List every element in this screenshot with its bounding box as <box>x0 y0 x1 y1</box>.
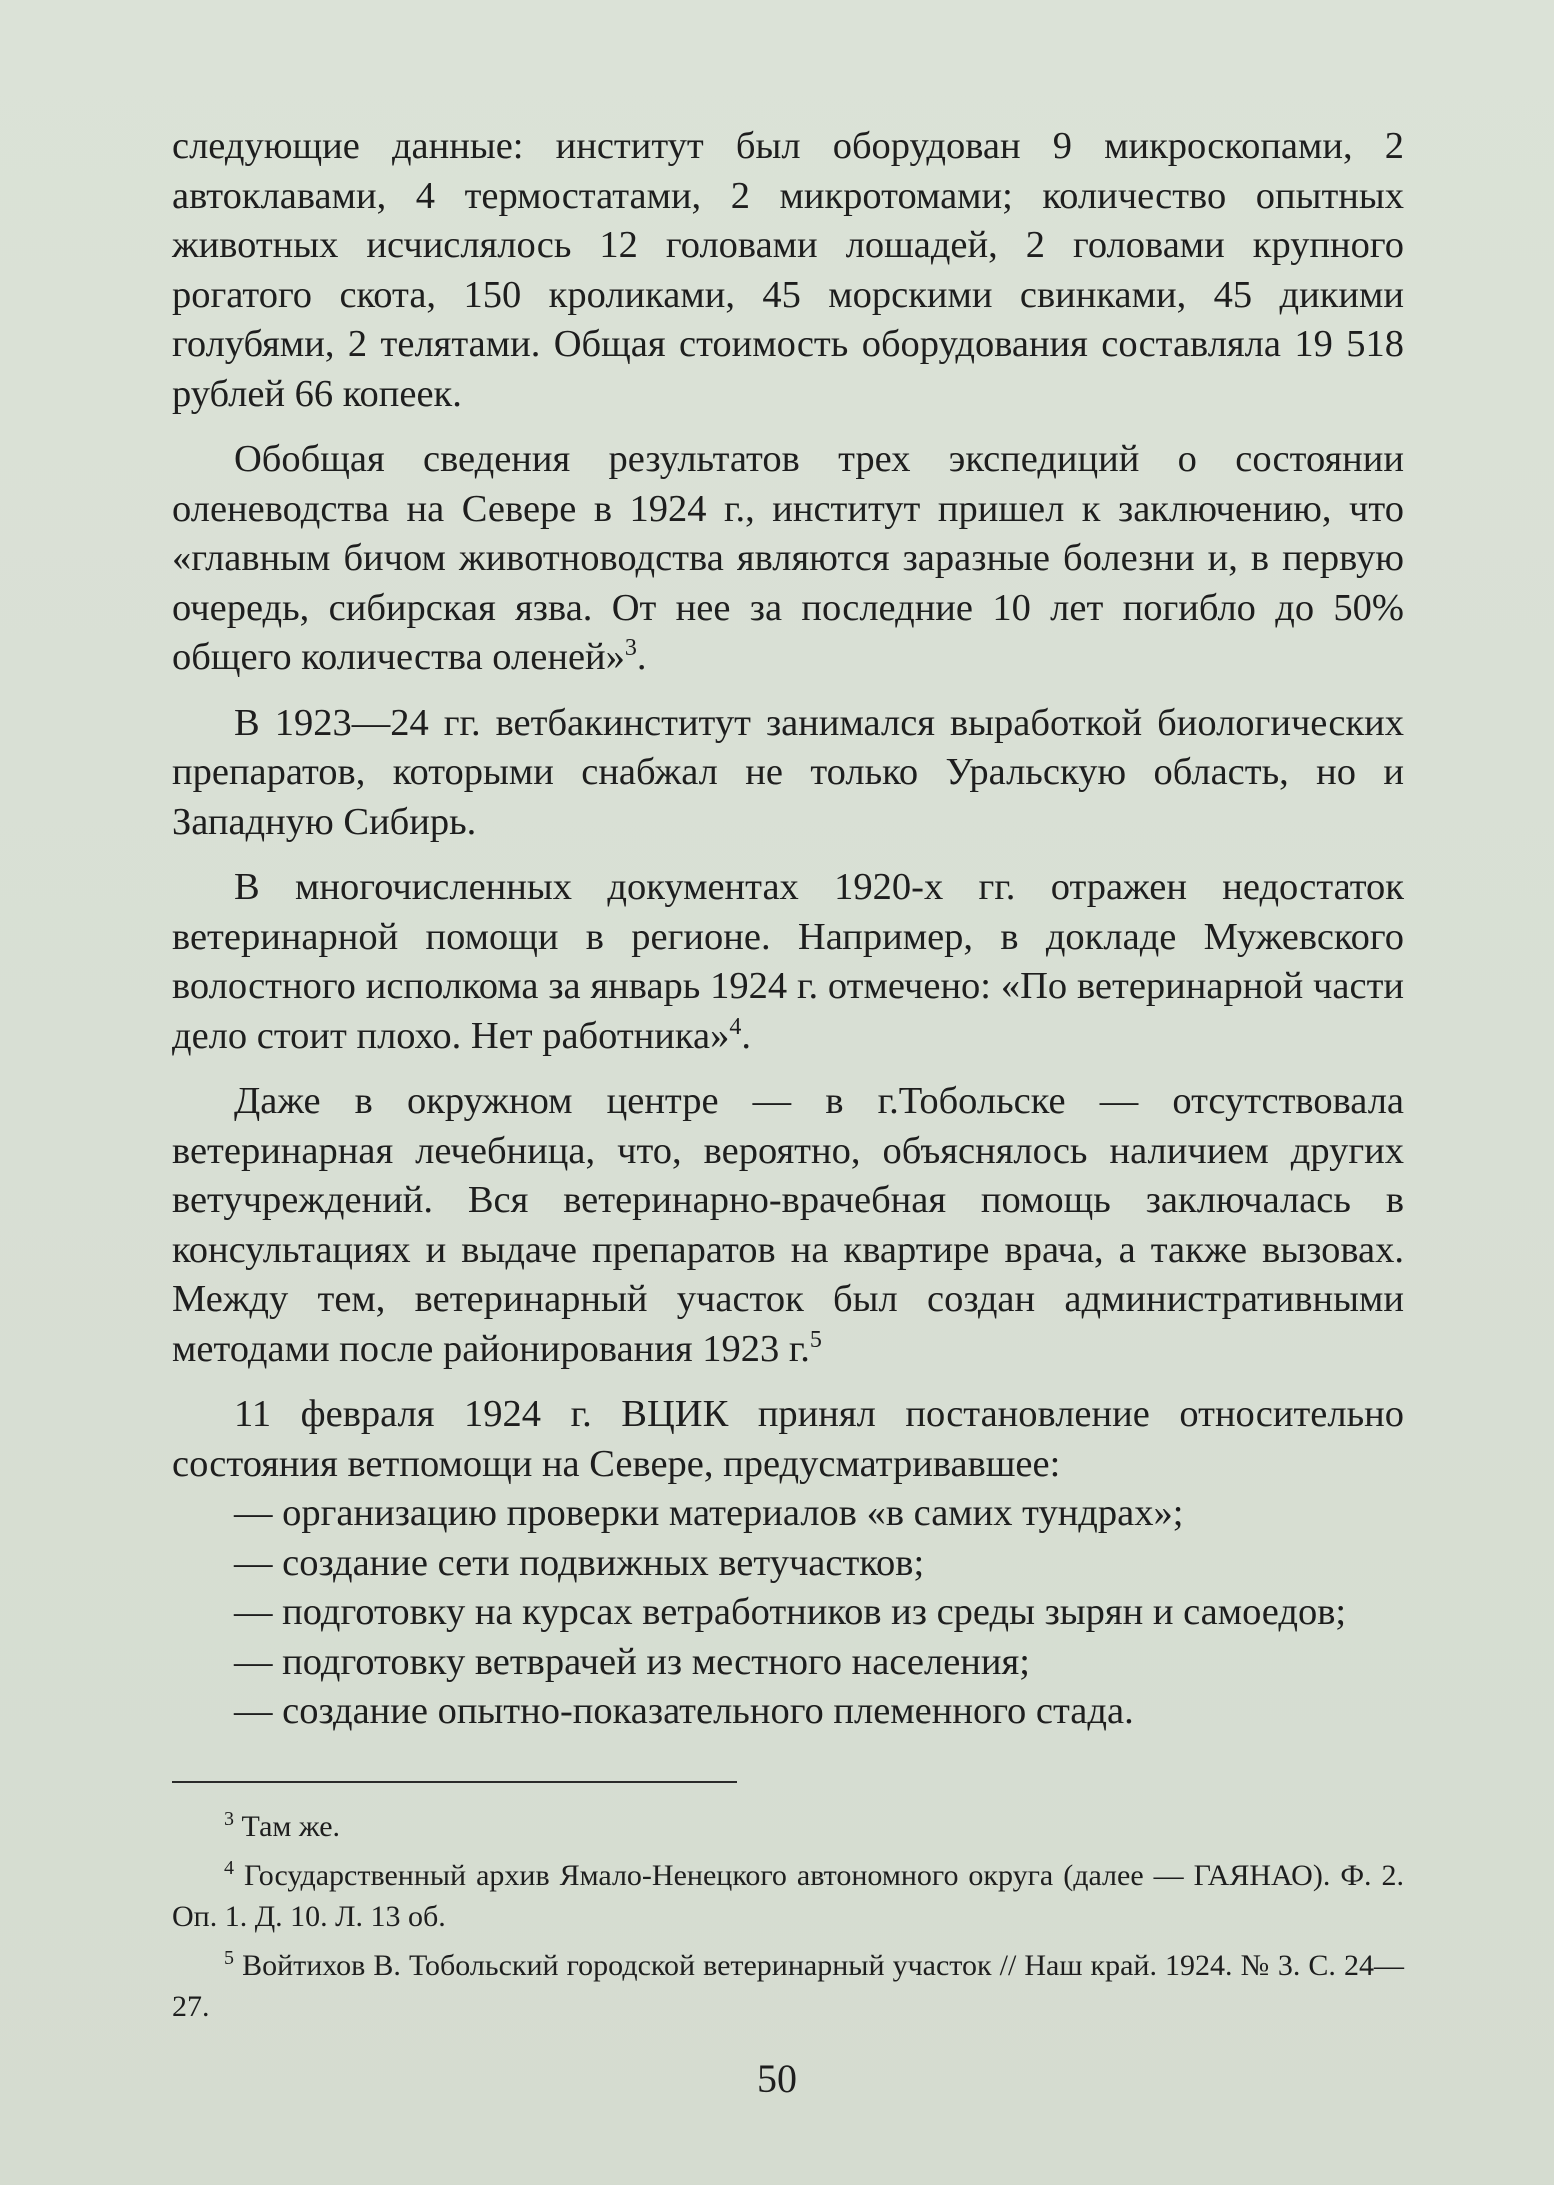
list-item: — подготовку на курсах ветработников из среды зырян и самоедов; <box>234 1591 1347 1633</box>
paragraph-1: следующие данные: институт был оборудован 9 микроскопами, 2 автоклавами, 4 термостатами, 2 микротомами; количество опытных животных исчислялось 12 головами лошадей, 2 головами крупного рогатого скота, 150 кроликами, 45 морскими свинками, 45 дикими голубями, 2 телятами. Общая стоимость оборудования составляла 19 518 рублей 66 копеек. <box>172 125 1404 415</box>
footnote-5 <box>172 1945 1404 2027</box>
footnote-3 <box>172 1806 1404 1847</box>
footnote-text: Государственный архив Ямало-Ненецкого автономного округа (далее — ГАЯНАО). Ф. 2. Оп. 1. Д. 10. Л. 13 об. <box>172 1859 1405 1933</box>
footnote-4 <box>172 1855 1404 1937</box>
list-item: — подготовку ветврачей из местного населения; <box>234 1640 1030 1683</box>
list-item: — создание сети подвижных ветучастков; <box>234 1541 925 1584</box>
footnote-text: Там же. <box>241 1810 341 1843</box>
main-text <box>172 122 1404 1737</box>
footnote-ref-5: 5 <box>809 1326 822 1353</box>
footnote-ref-4: 4 <box>729 1013 742 1040</box>
paragraph-6: 11 февраля 1924 г. ВЦИК принял постановление относительно состояния ветпомощи на Севере, предусматривавшее: <box>172 1393 1404 1485</box>
footnote-divider <box>172 1781 737 1783</box>
measures-list <box>172 1489 1404 1737</box>
footnote-text: Войтихов В. Тобольский городской ветеринарный участок // Наш край. 1924. № 3. С. 24—27. <box>172 1949 1405 2023</box>
paragraph-3: В 1923—24 гг. ветбакинститут занимался выработкой биологических препаратов, которыми снабжал не только Уральскую область, но и Западную Сибирь. <box>172 701 1404 843</box>
paragraph-5: Даже в окружном центре — в г.Тобольске — отсутствовала ветеринарная лечебница, что, вероятно, объяснялось наличием других ветучреждений. Вся ветеринарно-врачебная помощь заключалась в консультациях и выдаче препаратов на квартире врача, а также вызовах. Между тем, ветеринарный участок был создан административными методами после районирования 1923 г.$^5$ <box>172 1080 1404 1370</box>
paragraph-2: Обобщая сведения результатов трех экспедиций о состоянии оленеводства на Севере в 1924 г., институт пришел к заключению, что «главным бичом животноводства являются заразные болезни и, в первую очередь, сибирская язва. От нее за последние 10 лет погибло до 50% общего количества оленей»$^3$. <box>172 438 1404 678</box>
page-number: 50 <box>757 2056 797 2101</box>
list-item: — создание опытно-показательного племенного стада. <box>234 1690 1134 1732</box>
list-item: — организацию проверки материалов «в самих тундрах»; <box>234 1492 1184 1534</box>
footnote-number: 3 <box>224 1808 234 1830</box>
footnotes <box>172 1806 1404 2035</box>
paragraph-4: В многочисленных документах 1920-х гг. отражен недостаток ветеринарной помощи в регионе. Например, в докладе Мужевского волостного исполкома за январь 1924 г. отмечено: «По ветеринарной части дело стоит плохо. Нет работника»$^4$. <box>172 866 1404 1057</box>
footnote-number: 5 <box>224 1947 234 1969</box>
footnote-number: 4 <box>224 1857 234 1879</box>
footnote-ref-3: 3 <box>624 635 637 662</box>
